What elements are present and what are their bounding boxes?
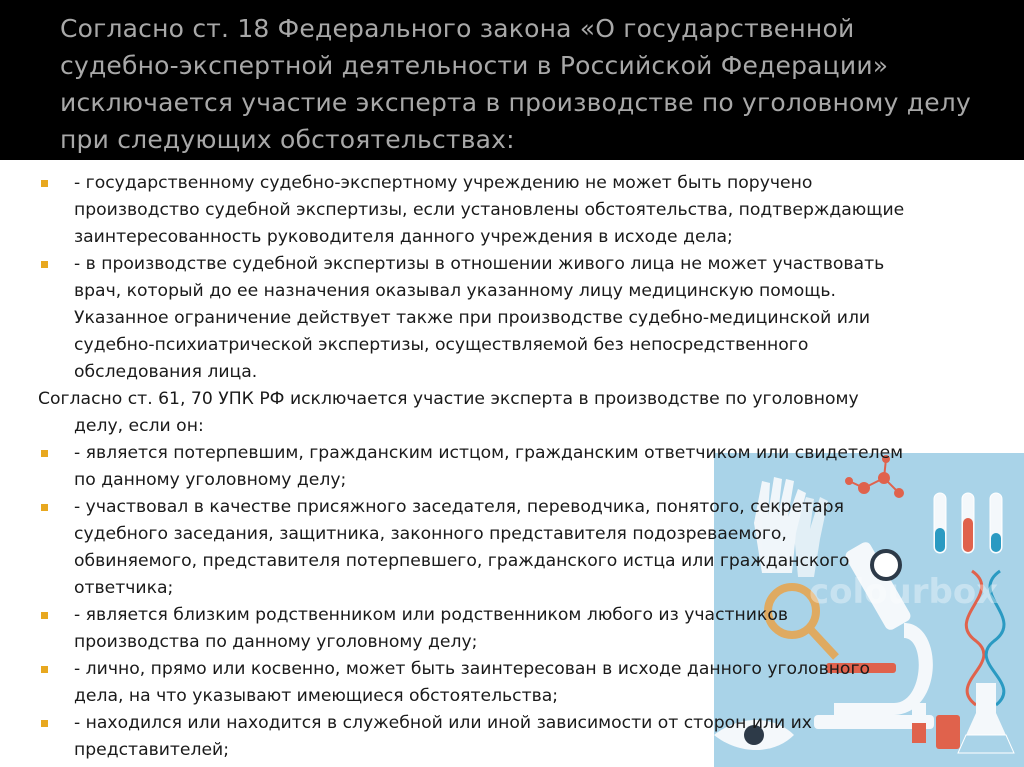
text-line: - лично, прямо или косвенно, может быть заинтересован в исходе данного уголовного	[74, 659, 870, 679]
title-line: при следующих обстоятельствах:	[60, 125, 515, 154]
text-line: производство судебной экспертизы, если установлены обстоятельства, подтверждающие	[74, 200, 905, 220]
text-line: - в производстве судебной экспертизы в отношении живого лица не может участвовать	[74, 254, 885, 274]
text-line: производства по данному уголовному делу;	[74, 632, 478, 652]
bullet-item	[38, 656, 988, 710]
text-line: - является потерпевшим, гражданским истцом, гражданским ответчиком или свидетелем	[74, 443, 904, 463]
bullet-item	[38, 251, 988, 386]
text-line: заинтересованность руководителя данного учреждения в исходе дела;	[74, 227, 733, 247]
title-line: исключается участие эксперта в производстве по уголовному делу	[60, 88, 971, 117]
text-line: - находился или находится в служебной или иной зависимости от сторон или их	[74, 713, 812, 733]
text-line: - участвовал в качестве присяжного заседателя, переводчика, понятого, секретаря	[74, 497, 844, 517]
watermark: colourbox	[809, 572, 999, 612]
bullet-item	[38, 494, 988, 602]
paragraph	[38, 386, 988, 440]
text-line: обвиняемого, представителя потерпевшего, гражданского истца или гражданского	[74, 551, 850, 571]
text-line: Согласно ст. 61, 70 УПК РФ исключается участие эксперта в производстве по уголовному	[38, 389, 859, 409]
slide-content	[38, 170, 988, 764]
bullet-item	[38, 170, 988, 251]
bullet-item	[38, 440, 988, 494]
text-line: делу, если он:	[74, 416, 204, 436]
slide-title	[60, 10, 980, 158]
bullet-marker-icon	[41, 180, 48, 187]
bullet-marker-icon	[41, 666, 48, 673]
bullet-marker-icon	[41, 504, 48, 511]
bullet-marker-icon	[41, 720, 48, 727]
text-line: представителей;	[74, 740, 230, 760]
bullet-marker-icon	[41, 612, 48, 619]
title-line: судебно-экспертной деятельности в Российской Федерации»	[60, 51, 889, 80]
text-line: - государственному судебно-экспертному учреждению не может быть поручено	[74, 173, 813, 193]
bullet-marker-icon	[41, 261, 48, 268]
text-line: судебного заседания, защитника, законного представителя подозреваемого,	[74, 524, 787, 544]
text-line: врач, который до ее назначения оказывал указанному лицу медицинскую помощь.	[74, 281, 837, 301]
text-line: судебно-психиатрической экспертизы, осуществляемой без непосредственного	[74, 335, 809, 355]
text-line: обследования лица.	[74, 362, 258, 382]
bullet-marker-icon	[41, 450, 48, 457]
title-band	[0, 0, 1024, 160]
text-line: - является близким родственником или родственником любого из участников	[74, 605, 788, 625]
title-line: Согласно ст. 18 Федерального закона «О государственной	[60, 14, 855, 43]
text-line: Указанное ограничение действует также при производстве судебно-медицинской или	[74, 308, 871, 328]
bullet-item	[38, 602, 988, 656]
text-line: по данному уголовному делу;	[74, 470, 347, 490]
bullet-item	[38, 710, 988, 764]
text-line: дела, на что указывают имеющиеся обстоятельства;	[74, 686, 559, 706]
text-line: ответчика;	[74, 578, 174, 598]
